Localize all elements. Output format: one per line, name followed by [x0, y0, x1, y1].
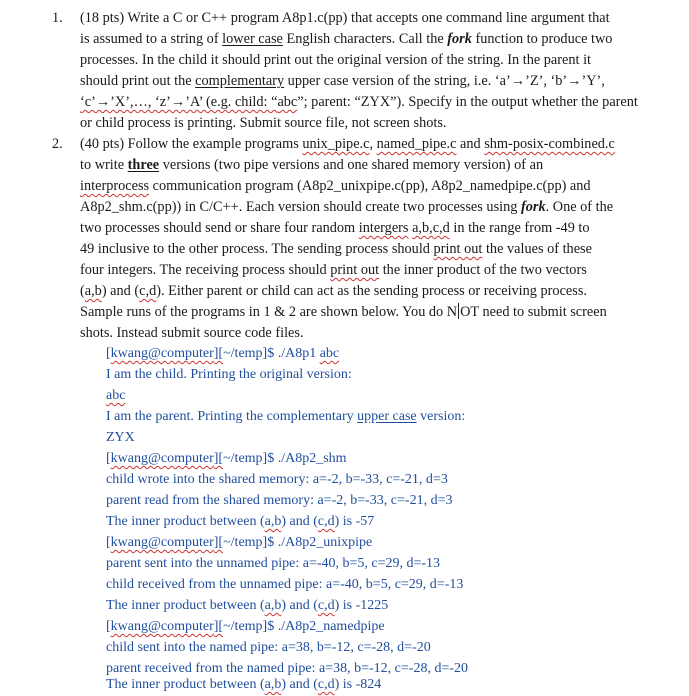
sample-zyx: ZYX: [106, 430, 135, 445]
q2-line-9: Sample runs of the programs in 1 & 2 are shown below. You do N OT need to submit screen: [80, 304, 607, 320]
q2-line-7: four integers. The receiving process should print out the inner product of the two vectors: [80, 262, 587, 278]
question-1-number: 1.: [52, 10, 63, 26]
sample-unixpipe-line-1: parent sent into the unnamed pipe: a=-40, b=5, c=29, d=-13: [106, 556, 441, 571]
q1-line-4: should print out the complementary upper case version of the string, i.e. ‘a’→’Z’, ‘b’→’Y’,: [80, 73, 605, 89]
q2-line-2: to write three versions (two pipe versions and one shared memory version) of an: [80, 157, 544, 173]
sample-inner-product-2: The inner product between (a,b) and (c,d) is -1225: [106, 598, 389, 613]
q2-line-6: 49 inclusive to the other process. The sending process should print out the values of these: [80, 241, 592, 257]
sample-unixpipe-line-2: child received from the unnamed pipe: a=-40, b=5, c=29, d=-13: [106, 577, 464, 592]
sample-shm-line-1: child wrote into the shared memory: a=-2, b=-33, c=-21, d=3: [106, 472, 448, 487]
question-2-number: 2.: [52, 136, 63, 152]
sample-parent-output: I am the parent. Printing the complementary upper case version:: [106, 409, 466, 424]
sample-abc: abc: [106, 388, 126, 403]
sample-inner-product-1: The inner product between (a,b) and (c,d) is -57: [106, 514, 375, 529]
sample-child-output: I am the child. Printing the original version:: [106, 367, 352, 382]
q2-line-10: shots. Instead submit source code files.: [80, 325, 304, 341]
q1-line-5: ‘c’→’X’,…, ‘z’→’A’ (e.g. child: “abc”; parent: “ZYX”). Specify in the output whether the parent: [80, 94, 638, 110]
sample-namedpipe-line-1: child sent into the named pipe: a=38, b=-12, c=-28, d=-20: [106, 640, 431, 655]
q1-line-1: (18 pts) Write a C or C++ program A8p1.c(pp) that accepts one command line argument that: [80, 10, 610, 26]
q1-line-6: or child process is printing. Submit source file, not screen shots.: [80, 115, 447, 131]
sample-prompt-1: [kwang@computer][~/temp]$ ./A8p1 abc: [106, 346, 340, 361]
q2-line-3: interprocess communication program (A8p2_unixpipe.c(pp), A8p2_namedpipe.c(pp) and: [80, 178, 591, 194]
text-cursor: [458, 303, 459, 319]
sample-inner-product-3: The inner product between (a,b) and (c,d) is -824: [106, 677, 382, 692]
sample-namedpipe-line-2: parent received from the named pipe: a=38, b=-12, c=-28, d=-20: [106, 661, 469, 676]
q2-line-1: (40 pts) Follow the example programs unix_pipe.c, named_pipe.c and shm-posix-combined.c: [80, 136, 615, 152]
sample-prompt-2: [kwang@computer][~/temp]$ ./A8p2_shm: [106, 451, 347, 466]
sample-prompt-3: [kwang@computer][~/temp]$ ./A8p2_unixpipe: [106, 535, 373, 550]
q1-line-2: is assumed to a string of lower case English characters. Call the fork function to produce two: [80, 31, 613, 47]
q2-line-8: (a,b) and (c,d). Either parent or child can act as the sending process or receiving process.: [80, 283, 587, 299]
q2-line-4: A8p2_shm.c(pp)) in C/C++. Each version should create two processes using fork. One of the: [80, 199, 614, 215]
sample-shm-line-2: parent read from the shared memory: a=-2, b=-33, c=-21, d=3: [106, 493, 453, 508]
q1-line-3: processes. In the child it should print out the original version of the string. In the parent it: [80, 52, 592, 68]
q2-line-5: two processes should send or share four random intergers a,b,c,d in the range from -49 to: [80, 220, 590, 236]
sample-prompt-4: [kwang@computer][~/temp]$ ./A8p2_namedpipe: [106, 619, 385, 634]
